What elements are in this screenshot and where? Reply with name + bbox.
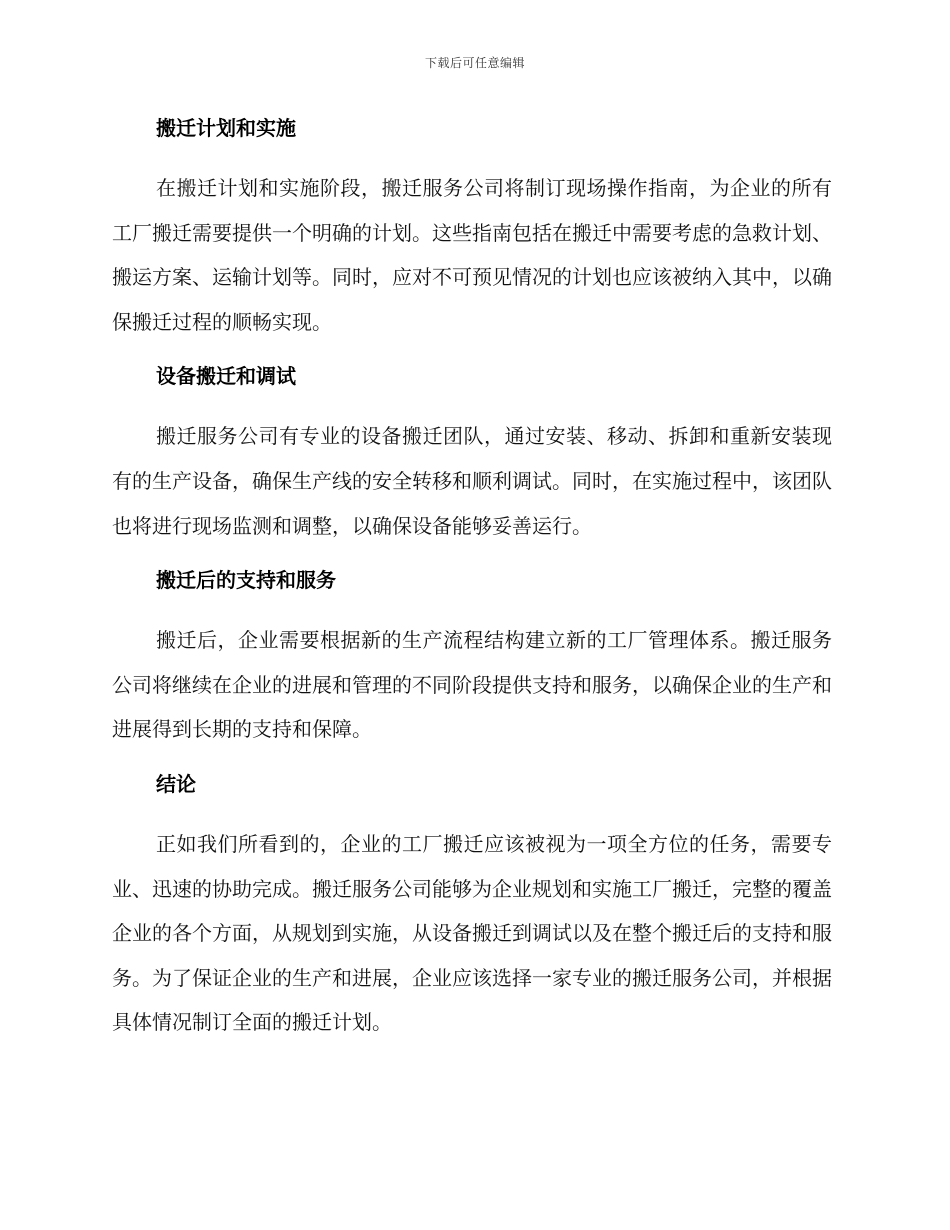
section-conclusion [112, 766, 832, 1045]
section-post-relocation-support [112, 562, 832, 752]
section-relocation-plan [112, 110, 832, 344]
section-heading: 结论 [156, 771, 196, 796]
section-heading: 搬迁后的支持和服务 [156, 568, 336, 593]
section-paragraph: 搬迁后，企业需要根据新的生产流程结构建立新的工厂管理体系。搬迁服务公司将继续在企业的进展和管理的不同阶段提供支持和服务，以确保企业的生产和进展得到长期的支持和保障。 [112, 628, 832, 742]
section-heading: 搬迁计划和实施 [156, 116, 296, 140]
section-paragraph: 正如我们所看到的，企业的工厂搬迁应该被视为一项全方位的任务，需要专业、迅速的协助完成。搬迁服务公司能够为企业规划和实施工厂搬迁，完整的覆盖企业的各个方面，从规划到实施，从设备搬迁到调试以及在整个搬迁后的支持和服务。为了保证企业的生产和进展，企业应该选择一家专业的搬迁服务公司，并根据具体情况制订全面的搬迁计划。 [112, 831, 832, 1035]
section-paragraph: 搬迁服务公司有专业的设备搬迁团队，通过安装、移动、拆卸和重新安装现有的生产设备，确保生产线的安全转移和顺利调试。同时，在实施过程中，该团队也将进行现场监测和调整，以确保设备能够妥善运行。 [112, 424, 832, 538]
section-heading: 设备搬迁和调试 [156, 364, 296, 389]
section-equipment-relocation [112, 358, 832, 548]
header-note: 下载后可任意编辑 [424, 56, 525, 70]
section-paragraph: 在搬迁计划和实施阶段，搬迁服务公司将制订现场操作指南，为企业的所有工厂搬迁需要提供一个明确的计划。这些指南包括在搬迁中需要考虑的急救计划、搬运方案、运输计划等。同时，应对不可预见情况的计划也应该被纳入其中，以确保搬迁过程的顺畅实现。 [112, 176, 832, 334]
document-body [112, 110, 832, 1059]
